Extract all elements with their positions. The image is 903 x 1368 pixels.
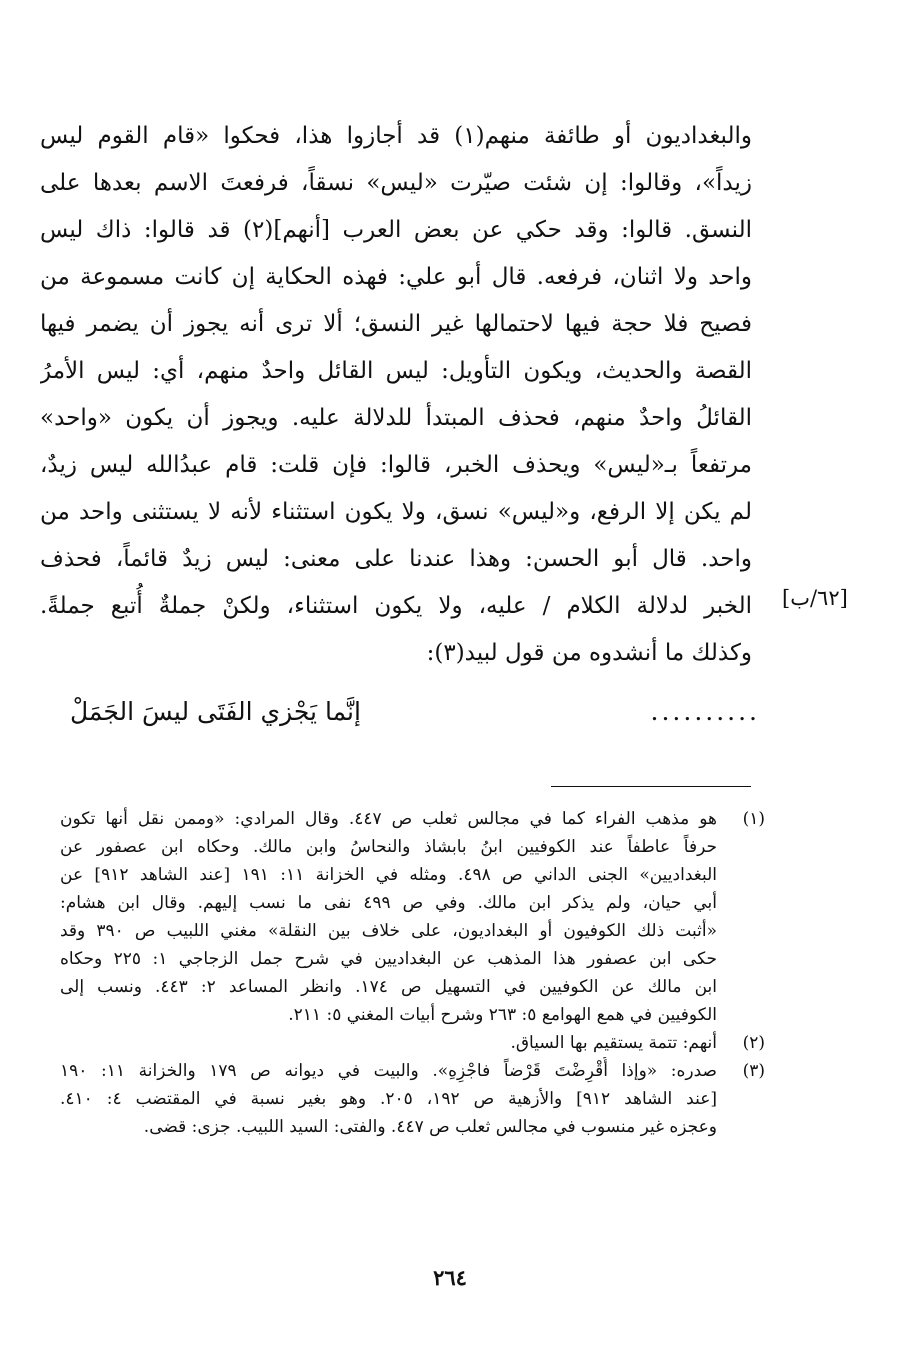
verse-first-hemistich-dots: .......... [650,697,760,726]
footnote-3 [60,1057,765,1141]
footnote-body [60,1029,717,1057]
footnote-separator [551,786,751,787]
main-text-line: فصيح فلا حجة فيها لاحتمالها غير النسق؛ ألا ترى أنه يجوز أن يضمر فيها [40,311,752,337]
footnote-line: [عند الشاهد ٩١٢] والأزهية ص ١٩٢، ٢٠٥. وهو بغير نسبة في المقتضب ٤: ٤١٠. [60,1089,717,1109]
footnote-number: (٣) [742,1061,765,1081]
verse-second-hemistich: إنَّما يَجْزي الفَتَى ليسَ الجَمَلْ [70,697,361,726]
main-text-line: مرتفعاً بـ«ليس» ويحذف الخبر، قالوا: فإن قلت: قام عبدُالله ليس زيدٌ، [40,452,752,478]
manuscript-folio-marker: [٦٢/ب] [782,586,848,610]
footnote-number: (١) [742,809,765,829]
main-text-line: وكذلك ما أنشدوه من قول لبيد(٣): [426,640,752,666]
main-text-line: واحد. قال أبو الحسن: وهذا عندنا على معنى: ليس زيدٌ قائماً، فحذف [40,546,752,572]
footnote-line: «أثبت ذلك الكوفيون أو البغداديون، على خلاف بين النقلة» مغني اللبيب ص ٣٩٠ وقد [60,921,717,941]
main-text-line: القصة والحديث، ويكون التأويل: ليس القائل واحدٌ منهم، أي: ليس الأمرُ [40,358,752,384]
main-text-line: الخبر لدلالة الكلام / عليه، ولا يكون استثناء، ولكنْ جملةٌ أُتبع جملةً. [40,593,752,619]
page-number: ٢٦٤ [433,1265,467,1290]
footnote-line: حكى ابن عصفور هذا المذهب عن البغداديين في شرح جمل الزجاجي ١: ٢٢٥ وحكاه [60,949,717,969]
main-text-line: زيداً»، وقالوا: إن شئت صيّرت «ليس» نسقاً، فرفعتَ الاسم بعدها على [40,170,752,196]
main-text-line: والبغداديون أو طائفة منهم(١) قد أجازوا هذا، فحكوا «قام القوم ليس [40,123,752,149]
footnotes [60,805,765,1141]
footnote-line: ابن مالك عن الكوفيين في التسهيل ص ١٧٤. وانظر المساعد ٢: ٤٤٣. ونسب إلى [60,977,717,997]
main-text-line: القائلُ واحدٌ منهم، فحذف المبتدأ للدلالة عليه. ويجوز أن يكون «واحد» [40,405,752,431]
main-text-line: واحد ولا اثنان، فرفعه. قال أبو علي: فهذه الحكاية إن كانت مسموعة من [40,264,752,290]
main-text-line: لم يكن إلا الرفع، و«ليس» نسق، ولا يكون استثناء لأنه لا يستثنى واحد من [40,499,752,525]
footnote-line: هو مذهب الفراء كما في مجالس ثعلب ص ٤٤٧. وقال المرادي: «وممن نقل أنها تكون [60,809,717,829]
footnote-line: صدره: «وإذا أُقْرِضْتَ قَرْضاً فاجْزِهِ». والبيت في ديوانه ص ١٧٩ والخزانة ١١: ١٩٠ [60,1061,717,1081]
main-text-line: النسق. قالوا: وقد حكي عن بعض العرب [أنهم](٢) قد قالوا: ذاك ليس [40,217,752,243]
footnote-line: البغداديين» الجنى الداني ص ٤٩٨. ومثله في الخزانة ١١: ١٩١ [عند الشاهد ٩١٢] عن [60,865,717,885]
footnote-line: وعجزه غير منسوب في مجالس ثعلب ص ٤٤٧. والفتى: السيد اللبيب. جزى: قضى. [143,1117,717,1137]
footnote-2 [60,1029,765,1057]
footnote-line: حرفاً عاطفاً عند الكوفيين ابنُ بابشاذ والنحاسُ وابن مالك. وحكاه ابن عصفور عن [60,837,717,857]
footnote-body [60,1057,717,1141]
footnote-line: أنهم: تتمة يستقيم بها السياق. [510,1033,717,1053]
footnote-number: (٢) [742,1033,765,1053]
footnote-line: الكوفيين في همع الهوامع ٥: ٢٦٣ وشرح أبيات المغني ٥: ٢١١. [288,1005,717,1025]
footnote-1 [60,805,765,1029]
footnote-line: أبي حيان، ولم يذكر ابن مالك. وفي ص ٤٩٩ نفى ما نسب إليهم. وقال ابن هشام: [60,893,717,913]
footnote-body [60,805,717,1029]
main-text [40,113,752,677]
